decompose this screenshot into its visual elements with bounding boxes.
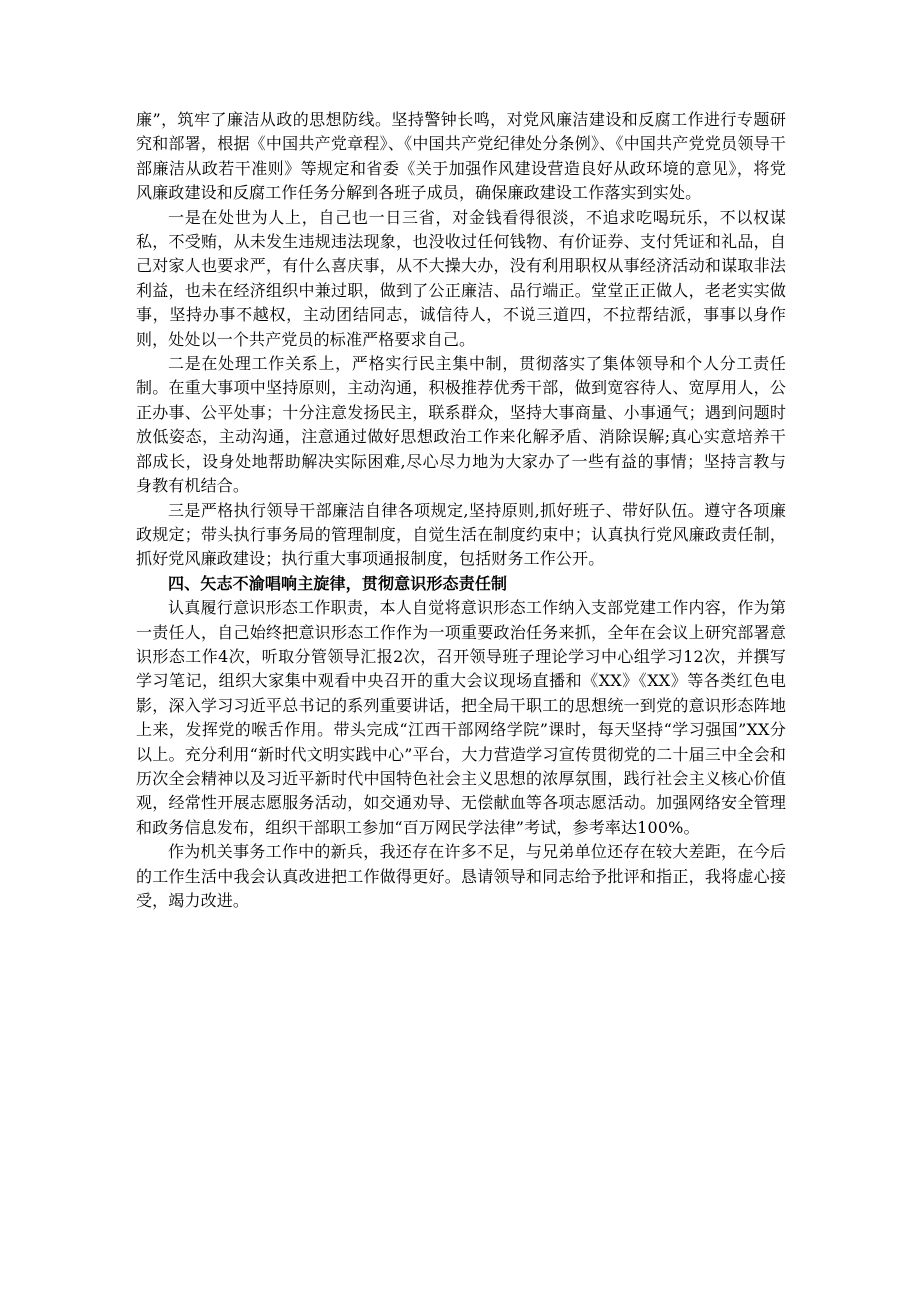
section-heading-ideology: 四、矢志不渝唱响主旋律，贯彻意识形态责任制 [168, 573, 508, 593]
paragraph-work-relations: 二是在处理工作关系上，严格实行民主集中制，贯彻落实了集体领导和个人分工责任制。在重大事项中坚持原则，主动沟通，积极推荐优秀干部，做到宽容待人、宽厚用人，公正办事、公平处事；十分注意发扬民主，联系群众，坚持大事商量、小事通气；遇到问题时放低姿态，主动沟通，注意通过做好思想政治工作来化解矛盾、消除误解;真心实意培养干部成长，设身处地帮助解决实际困难,尽心尽力地为大家办了一些有益的事情；坚持言教与身教有机结合。 [136, 354, 786, 496]
paragraph-integrity-defense: 廉”，筑牢了廉洁从政的思想防线。坚持警钟长鸣，对党风廉洁建设和反腐工作进行专题研究和部署，根据《中国共产党章程》、《中国共产党纪律处分条例》、《中国共产党党员领导干部廉洁从政若干准则》等规定和省委《关于加强作风建设营造良好从政环境的意见》，将党风廉政建设和反腐工作任务分解到各班子成员，确保廉政建设工作落实到实处。 [136, 110, 786, 203]
paragraph-conclusion: 作为机关事务工作中的新兵，我还存在许多不足，与兄弟单位还存在较大差距，在今后的工作生活中我会认真改进把工作做得更好。恳请领导和同志给予批评和指正，我将虚心接受，竭力改进。 [136, 842, 786, 910]
paragraph-ideology-work: 认真履行意识形态工作职责，本人自觉将意识形态工作纳入支部党建工作内容，作为第一责任人，自己始终把意识形态工作作为一项重要政治任务来抓，全年在会议上研究部署意识形态工作4次，听取分管领导汇报2次，召开领导班子理论学习中心组学习12次，并撰写学习笔记，组织大家集中观看中央召开的重大会议现场直播和《XX》《XX》等各类红色电影，深入学习习近平总书记的系列重要讲话，把全局干职工的思想统一到党的意识形态阵地上来，发挥党的喉舌作用。带头完成“江西干部网络学院”课时，每天坚持“学习强国”XX分以上。充分利用“新时代文明实践中心”平台，大力营造学习宣传贯彻党的二十届三中全会和历次全会精神以及习近平新时代中国特色社会主义思想的浓厚氛围，践行社会主义核心价值观，经常性开展志愿服务活动，如交通劝导、无偿献血等各项志愿活动。加强网络安全管理和政务信息发布，组织干部职工参加“百万网民学法律”考试，参考率达100%。 [136, 598, 786, 837]
paragraph-self-discipline: 三是严格执行领导干部廉洁自律各项规定,坚持原则,抓好班子、带好队伍。遵守各项廉政规定；带头执行事务局的管理制度，自觉生活在制度约束中；认真执行党风廉政责任制，抓好党风廉政建设；执行重大事项通报制度，包括财务工作公开。 [136, 500, 786, 569]
document-body [136, 108, 786, 913]
paragraph-personal-conduct: 一是在处世为人上，自己也一日三省，对金钱看得很淡，不追求吃喝玩乐，不以权谋私，不受贿，从未发生违规违法现象，也没收过任何钱物、有价证券、支付凭证和礼品，自己对家人也要求严，有什么喜庆事，从不大操大办，没有利用职权从事经济活动和谋取非法利益，也未在经济组织中兼过职，做到了公正廉洁、品行端正。堂堂正正做人，老老实实做事，坚持办事不越权，主动团结同志，诚信待人，不说三道四，不拉帮结派，事事以身作则，处处以一个共产党员的标准严格要求自己。 [136, 207, 786, 349]
